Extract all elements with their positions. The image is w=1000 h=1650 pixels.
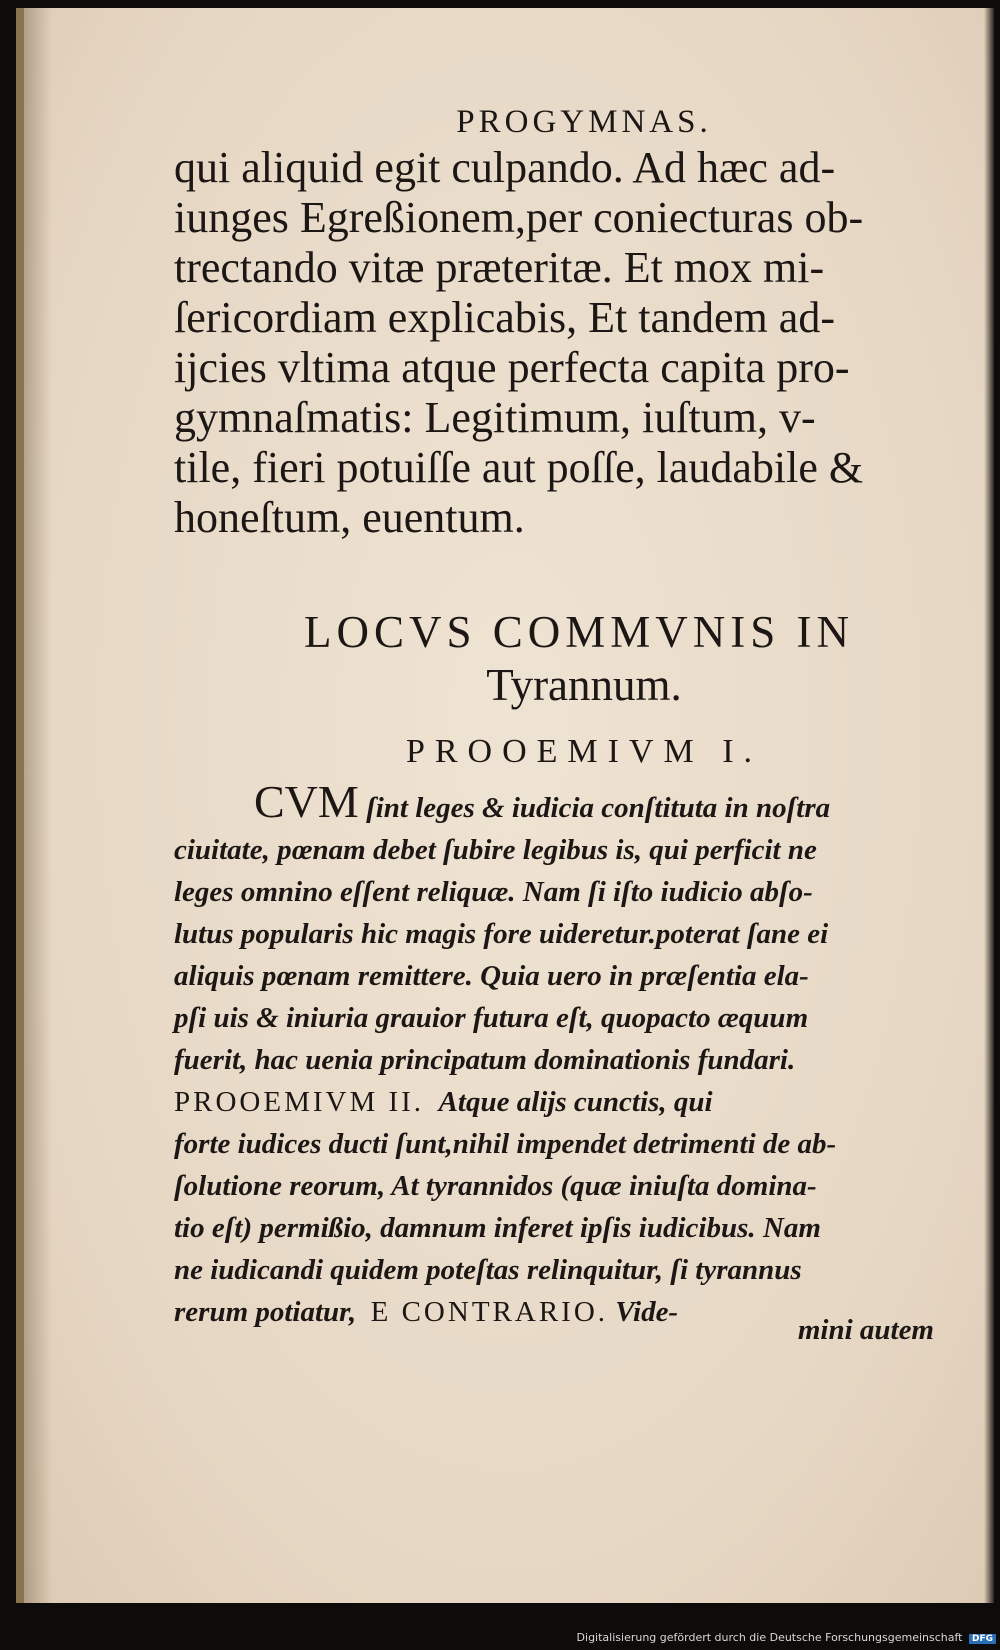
text-line [174, 1081, 954, 1123]
text-line: pſi uis & iniuria grauior futura eſt, quopacto æquum [174, 1002, 809, 1034]
proemium-2-label: PROOEMIVM II. [174, 1086, 425, 1118]
line-text: Atque alijs cunctis, qui [438, 1086, 713, 1118]
section-subtitle: Tyrannum. [486, 660, 682, 710]
e-contrario: E CONTRARIO. [370, 1296, 609, 1328]
gutter-shadow [24, 8, 52, 1603]
text-line: lutus popularis hic magis fore uideretur.poterat ſane ei [174, 918, 829, 950]
text-line: tio eſt) permißio, damnum inferet ipſis iudicibus. Nam [174, 1212, 821, 1244]
text-line: ne iudicandi quidem poteſtas relinquitur, ſi tyrannus [174, 1254, 802, 1286]
text-block [174, 104, 954, 1333]
dfg-logo: DFG [969, 1634, 996, 1644]
text-line: iunges Egreßionem,per coniecturas ob- [174, 193, 864, 242]
catchword: mini autem [797, 1314, 934, 1346]
dropcap: CVM [254, 776, 359, 827]
text-line: ciuitate, pœnam debet ſubire legibus is, qui perficit ne [174, 834, 817, 866]
text-line: fuerit, hac uenia principatum dominationis fundari. [174, 1044, 796, 1076]
digitization-footer [577, 1631, 996, 1644]
book-page [16, 8, 994, 1603]
page-edge [984, 8, 994, 1603]
text-line: qui aliquid egit culpando. Ad hæc ad- [174, 143, 836, 192]
text-line [174, 776, 954, 829]
line-text: Vide- [615, 1296, 679, 1328]
proemium-1 [174, 776, 954, 1081]
proemium-2 [174, 1081, 954, 1333]
running-header: PROGYMNAS. [456, 104, 712, 140]
text-line: ijcies vltima atque perfecta capita pro- [174, 343, 850, 392]
line-text: rerum potiatur, [174, 1296, 357, 1328]
text-line: honeſtum, euentum. [174, 493, 525, 542]
proemium-heading: PROOEMIVM I. [405, 733, 763, 770]
text-line: tile, fieri potuiſſe aut poſſe, laudabile & [174, 443, 864, 492]
text-line: forte iudices ducti ſunt,nihil impendet detrimenti de ab- [174, 1128, 837, 1160]
text-line: aliquis pœnam remittere. Quia uero in præſentia ela- [174, 960, 809, 992]
text-line: ſericordiam explicabis, Et tandem ad- [174, 293, 835, 342]
text-line: ſolutione reorum, At tyrannidos (quæ iniuſta domina- [174, 1170, 817, 1202]
section-title: LOCVS COMMVNIS IN [303, 607, 855, 657]
line-text: ſint leges & iudicia conſtituta in noſtra [366, 792, 831, 824]
paragraph [174, 143, 954, 543]
text-line: trectando vitæ præteritæ. Et mox mi- [174, 243, 825, 292]
text-line: leges omnino eſſent reliquæ. Nam ſi iſto iudicio abſo- [174, 876, 813, 908]
text-line: gymnaſmatis: Legitimum, iuſtum, v- [174, 393, 816, 442]
footer-text: Digitalisierung gefördert durch die Deutsche Forschungsgemeinschaft [576, 1631, 963, 1644]
